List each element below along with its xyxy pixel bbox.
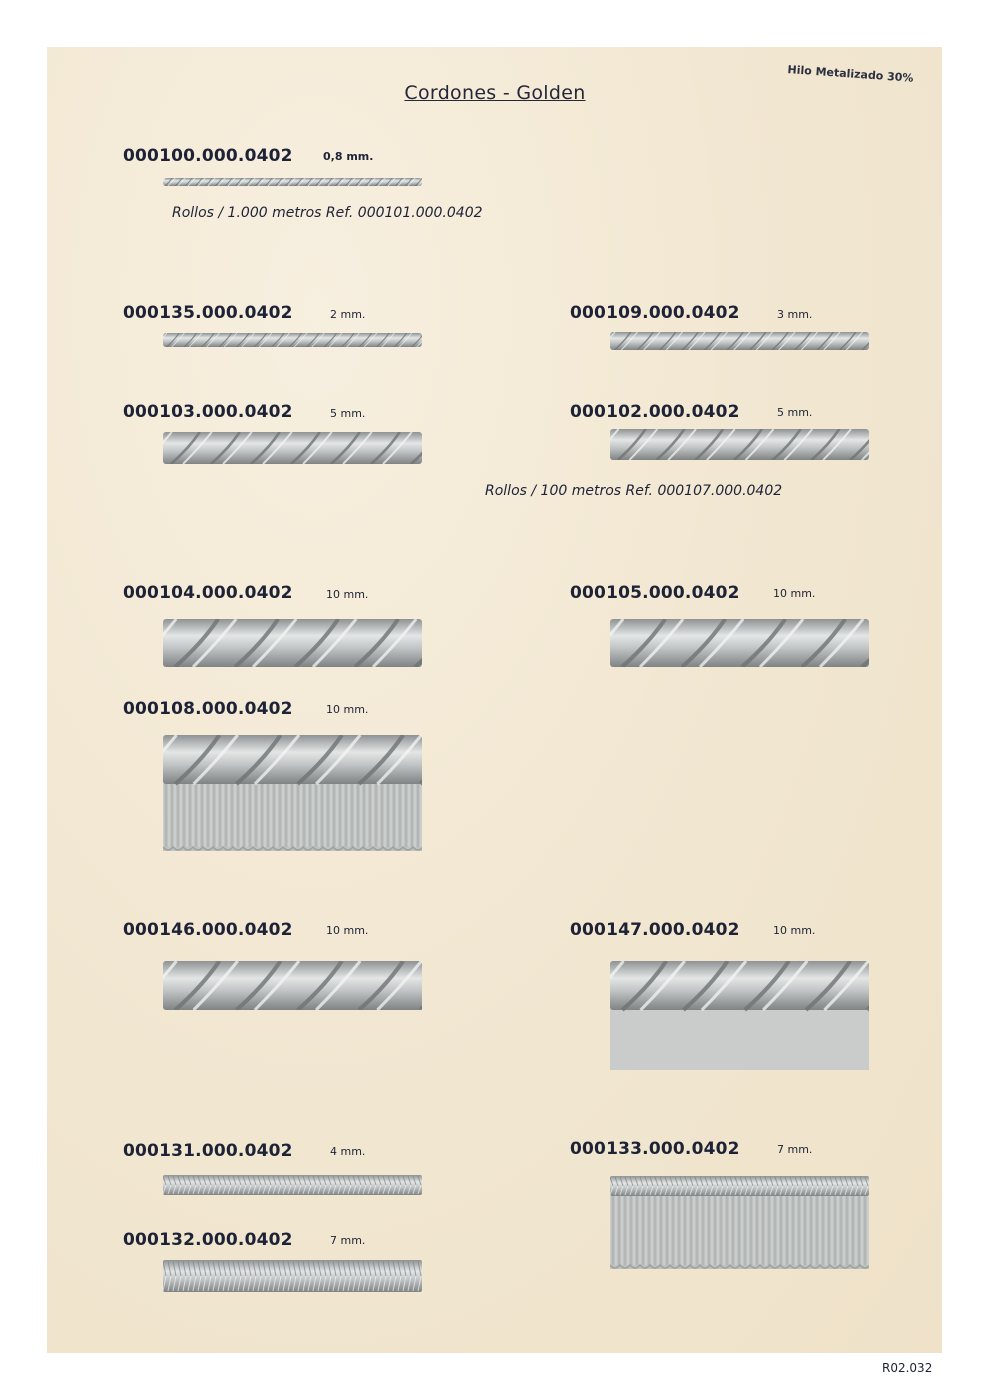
cord-sample-image (610, 619, 869, 667)
roll-note: Rollos / 100 metros Ref. 000107.000.0402 (485, 483, 783, 499)
cord-sample-image (163, 735, 422, 851)
cord-sample-image (163, 333, 422, 347)
cord-sample-image (163, 432, 422, 464)
product-code: 000109.000.0402 (570, 303, 740, 323)
product-size: 10 mm. (773, 924, 816, 937)
product-code: 000108.000.0402 (123, 699, 293, 719)
product-code: 000103.000.0402 (123, 402, 293, 422)
product-code: 000131.000.0402 (123, 1141, 293, 1161)
cord-sample-image (163, 961, 422, 1010)
cord-sample-image (163, 178, 422, 186)
product-size: 3 mm. (777, 308, 813, 321)
material-note: Hilo Metalizado 30% (787, 63, 914, 85)
roll-note: Rollos / 1.000 metros Ref. 000101.000.0402 (172, 205, 483, 221)
product-size: 7 mm. (777, 1143, 813, 1156)
product-code: 000133.000.0402 (570, 1139, 740, 1159)
product-code: 000146.000.0402 (123, 920, 293, 940)
cord-sample-image (610, 429, 869, 460)
cord-sample-image (163, 1175, 422, 1195)
product-code: 000105.000.0402 (570, 583, 740, 603)
product-size: 10 mm. (326, 703, 369, 716)
product-code: 000104.000.0402 (123, 583, 293, 603)
product-size: 5 mm. (777, 406, 813, 419)
product-code: 000135.000.0402 (123, 303, 293, 323)
product-size: 7 mm. (330, 1234, 366, 1247)
product-code: 000132.000.0402 (123, 1230, 293, 1250)
product-size: 4 mm. (330, 1145, 366, 1158)
product-size: 10 mm. (326, 588, 369, 601)
page-reference: R02.032 (882, 1361, 933, 1375)
cord-sample-image (163, 1260, 422, 1292)
cord-sample-image (610, 332, 869, 350)
product-code: 000100.000.0402 (123, 146, 293, 166)
cord-sample-image (610, 1176, 869, 1269)
cord-sample-image (163, 619, 422, 667)
product-code: 000147.000.0402 (570, 920, 740, 940)
product-size: 10 mm. (773, 587, 816, 600)
cord-sample-image (610, 961, 869, 1070)
product-code: 000102.000.0402 (570, 402, 740, 422)
product-size: 5 mm. (330, 407, 366, 420)
product-size: 10 mm. (326, 924, 369, 937)
product-size: 0,8 mm. (323, 150, 374, 163)
product-size: 2 mm. (330, 308, 366, 321)
page-title: Cordones - Golden (404, 82, 586, 104)
